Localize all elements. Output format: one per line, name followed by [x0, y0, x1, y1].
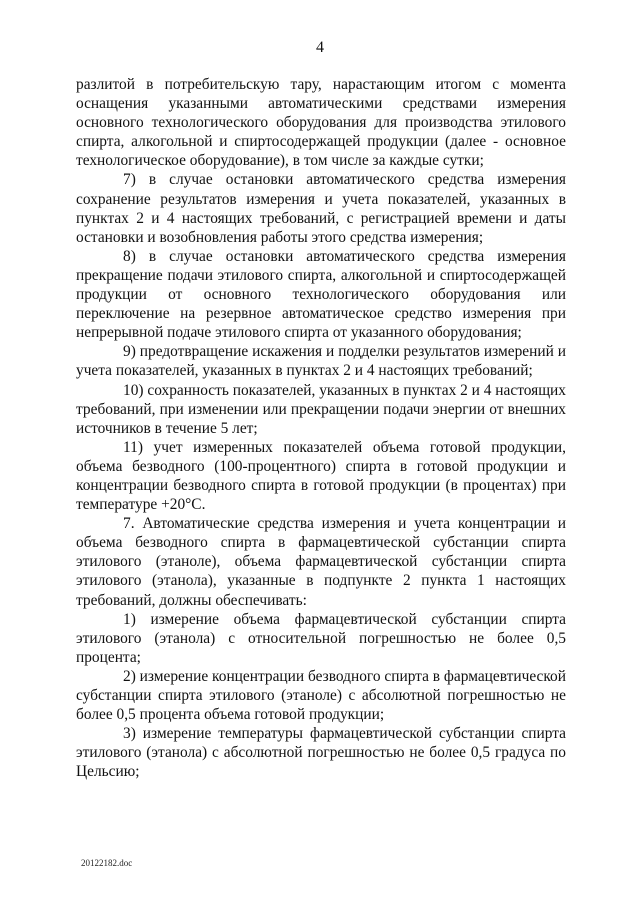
document-body — [76, 75, 566, 781]
paragraph-item-9: 9) предотвращение искажения и подделки результатов измерений и учета показателей, указанных в пунктах 2 и 4 настоящих требований; — [76, 343, 566, 380]
paragraph-continuation: разлитой в потребительскую тару, нарастающим итогом с момента оснащения указанными автоматическими средствами измерения основного технологического оборудования для производства этилового спирта, алкогольной и спиртосодержащей продукции (далее - основное технологическое оборудование), в том числе за каждые сутки; — [76, 76, 566, 170]
paragraph-item-8: 8) в случае остановки автоматического средства измерения прекращение подачи этилового спирта, алкогольной и спиртосодержащей продукции от основного технологического оборудования или переключение на резервное автоматическое средство измерения при непрерывной подаче этилового спирта от указанного оборудования; — [76, 247, 566, 342]
paragraph-item-10: 10) сохранность показателей, указанных в пунктах 2 и 4 настоящих требований, при изменении или прекращении подачи энергии от внешних источников в течение 5 лет; — [76, 381, 566, 437]
page-number: 4 — [316, 39, 324, 56]
paragraph-section-7: 7. Автоматические средства измерения и учета концентрации и объема безводного спирта в фармацевтической субстанции спирта этилового (этаноле), объема фармацевтической субстанции спирта этилового (этанола), указанные в подпункте 2 пункта 1 настоящих требований, должны обеспечивать: — [76, 515, 566, 609]
paragraph-subitem-3: 3) измерение температуры фармацевтической субстанции спирта этилового (этанола) с абсолютной погрешностью не более 0,5 градуса по Цельсию; — [76, 725, 566, 781]
footer-filename: 20122182.doc — [81, 858, 133, 868]
paragraph-item-11: 11) учет измеренных показателей объема готовой продукции, объема безводного (100-процентного) спирта в готовой продукции и концентрации безводного спирта в готовой продукции (в процентах) при температуре +20°С. — [76, 438, 566, 514]
paragraph-subitem-1: 1) измерение объема фармацевтической субстанции спирта этилового (этанола) с относительной погрешностью не более 0,5 процента; — [76, 610, 566, 666]
paragraph-subitem-2: 2) измерение концентрации безводного спирта в фармацевтической субстанции спирта этилового (этаноле) с абсолютной погрешностью не более 0,5 процента объема готовой продукции; — [76, 667, 566, 724]
paragraph-item-7: 7) в случае остановки автоматического средства измерения сохранение результатов измерения и учета показателей, указанных в пунктах 2 и 4 настоящих требований, с регистрацией времени и даты остановки и возобновления работы этого средства измерения; — [76, 171, 566, 246]
